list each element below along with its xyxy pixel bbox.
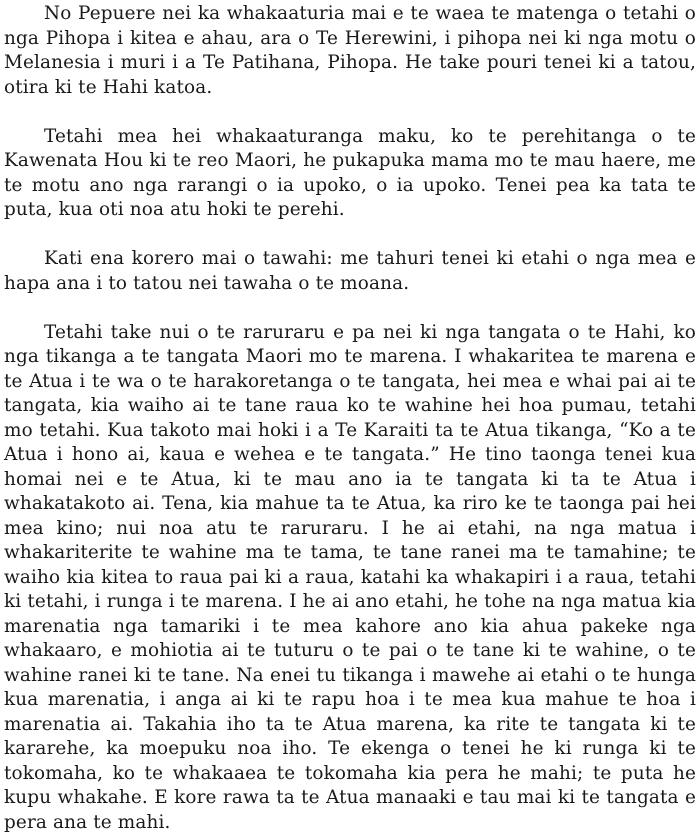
paragraph-1: No Pepuere nei ka whakaaturia mai e te waea te matenga o tetahi o nga Pihopa i kitea e ahau, ara o Te Herewini, i pihopa nei ki nga motu o Melanesia i muri i a Te Patihana, Pihopa. He take pouri tenei ki a tatou, otira ki te Hahi katoa. <box>4 2 696 100</box>
paragraph-2: Tetahi mea hei whakaaturanga maku, ko te perehitanga o te Kawenata Hou ki te reo Maori, he pukapuka mama mo te mau haere, me te motu ano nga rarangi o ia upoko, o ia upoko. Tenei pea ka tata te puta, kua oti noa atu hoki te perehi. <box>4 125 696 223</box>
paragraph-3: Kati ena korero mai o tawahi: me tahuri tenei ki etahi o nga mea e hapa ana i to tatou nei tawaha o te moana. <box>4 247 696 296</box>
paragraph-4: Tetahi take nui o te raruraru e pa nei ki nga tangata o te Hahi, ko nga tikanga a te tangata Maori mo te marena. I whakaritea te marena e te Atua i te wa o te harakoretanga o te tangata, hei mea e whai pai ai te tangata, kia waiho ai te tane raua ko te wahine hei hoa pumau, tetahi mo tetahi. Kua takoto mai hoki i a Te Karaiti ta te Atua tikanga, “Ko a te Atua i hono ai, kaua e wehea e te tangata.” He tino taonga tenei kua homai nei e te Atua, ki te mau ano ia te tangata ki ta te Atua i whakatakoto ai. Tena, kia mahue ta te Atua, ka riro ke te taonga pai hei mea kino; nui noa atu te raruraru. I he ai etahi, na nga matua i whakariterite te wahine ma te tama, te tane ranei ma te tamahine; te waiho kia kitea to raua pai ki a raua, katahi ka whakapiri i a raua, tetahi ki tetahi, i runga i te marena. I he ai ano etahi, he tohe na nga matua kia marenatia nga tamariki i te mea kahore ano kia ahua pakeke nga whakaaro, e mohiotia ai te tuturu o te pai o te tane ki te wahine, o te wahine ranei ki te tane. Na enei tu tikanga i mawehe ai etahi o te hunga kua marenatia, i anga ai ki te rapu hoa i te mea kua mahue te hoa i marenatia ai. Takahia iho ta te Atua marena, ka rite te tangata ki te kararehe, ka moepuku noa iho. Te ekenga o tenei he ki runga ki te tokomaha, ko te whakaaea te tokomaha kia pera he mahi; te puta he kupu whakahe. E kore rawa ta te Atua manaaki e tau mai ki te tangata e pera ana te mahi. <box>4 321 696 835</box>
